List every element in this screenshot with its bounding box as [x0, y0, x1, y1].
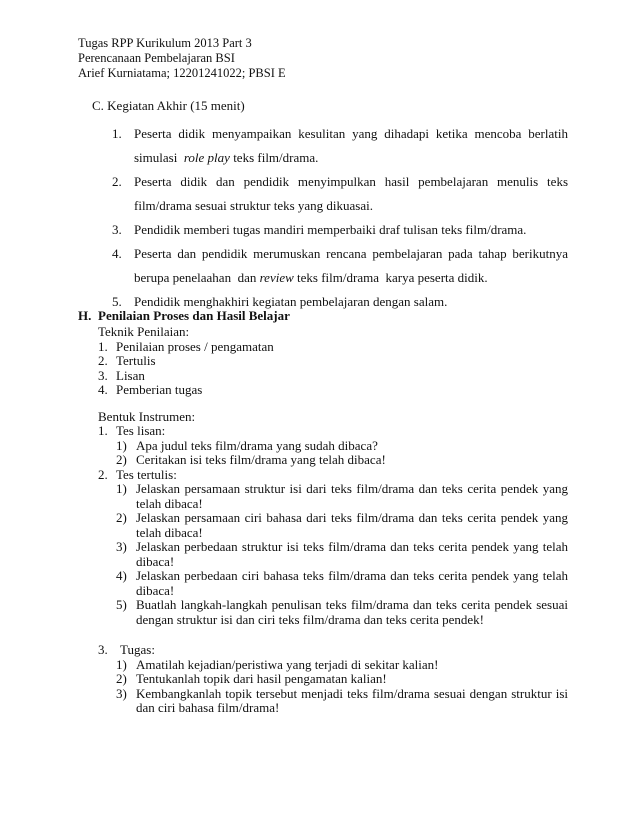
list-number: 1.: [98, 423, 108, 438]
section-c-title: C. Kegiatan Akhir (15 menit): [92, 98, 245, 113]
list-item-text: Apa judul teks film/drama yang sudah dibaca?: [136, 437, 378, 453]
teknik-penilaian-block: [78, 325, 568, 716]
teknik-label: Teknik Penilaian:: [98, 324, 190, 339]
list-number: 3.: [112, 222, 122, 237]
list-item: [98, 672, 568, 687]
list-item: [78, 242, 568, 290]
spacer: [98, 627, 568, 643]
list-item-text: Tertulis: [116, 353, 156, 368]
list-item-line: Jelaskan persamaan struktur isi dari teks film/drama dan teks cerita pendek yang: [136, 481, 568, 496]
list-item: [78, 122, 568, 170]
list-number: 1): [116, 437, 127, 453]
list-item-text: Tugas:: [120, 642, 155, 657]
list-item: [98, 598, 568, 627]
list-item-text: Tes tertulis:: [116, 466, 177, 482]
list-item: [98, 482, 568, 511]
list-number: 5.: [112, 294, 122, 309]
document-header: [78, 36, 286, 81]
list-item: [98, 340, 568, 355]
list-number: 1.: [112, 126, 122, 141]
header-line-author: Arief Kurniatama; 12201241022; PBSI E: [78, 66, 286, 80]
list-number: 4): [116, 568, 127, 583]
list-item-line: film/drama sesuai struktur teks yang dikuasai.: [134, 198, 374, 213]
list-item: [78, 170, 568, 218]
list-item-text: Lisan: [116, 367, 145, 383]
list-number: 3): [116, 539, 127, 554]
list-item-line: telah dibaca!: [136, 524, 203, 540]
section-c-list: [78, 122, 568, 314]
header-line-title: Tugas RPP Kurikulum 2013 Part 3: [78, 36, 252, 50]
list-number: 4.: [98, 382, 108, 397]
list-item: [98, 369, 568, 384]
list-number: 3.: [98, 642, 108, 657]
header-line-course: Perencanaan Pembelajaran BSI: [78, 51, 235, 65]
list-number: 5): [116, 597, 127, 612]
list-item-line: Tentukanlah topik dari hasil pengamatan kalian!: [136, 671, 387, 686]
list-item-line: Jelaskan perbedaan ciri bahasa teks film/drama dan teks cerita pendek yang telah: [136, 568, 568, 583]
list-number: 2.: [112, 174, 122, 189]
list-number: 2): [116, 452, 127, 467]
list-item-line: berupa penelaahan dan review teks film/drama karya peserta didik.: [134, 270, 488, 285]
list-item: [98, 354, 568, 369]
list-item-line: dibaca!: [136, 582, 175, 598]
tes-lisan: [98, 424, 568, 439]
list-item-line: simulasi role play teks film/drama.: [134, 150, 319, 165]
list-item-text: Tes lisan:: [116, 423, 166, 438]
section-h-title: [78, 307, 568, 325]
section-c-kegiatan-akhir: [78, 96, 568, 314]
list-item-line: dibaca!: [136, 553, 175, 569]
list-item-line: Peserta didik menyampaikan kesulitan yang dihadapi ketika mencoba berlatih: [134, 126, 568, 141]
spacer: [98, 398, 568, 410]
emphasis-text: review: [259, 270, 294, 285]
bentuk-label: Bentuk Instrumen:: [98, 408, 196, 424]
list-item-text: Penilaian proses / pengamatan: [116, 338, 274, 354]
emphasis-text: role play: [183, 150, 230, 165]
list-item: [98, 540, 568, 569]
list-item-line: Jelaskan perbedaan struktur isi teks film/drama dan teks cerita pendek yang telah: [136, 539, 568, 554]
list-item-line: Pendidik menghakhiri kegiatan pembelajaran dengan salam.: [134, 294, 448, 309]
tes-tertulis: [98, 468, 568, 483]
list-item: [98, 569, 568, 598]
tugas: [98, 643, 568, 658]
list-number: 1): [116, 481, 127, 496]
list-number: 1): [116, 656, 127, 672]
list-item: [98, 687, 568, 716]
list-number: 1.: [98, 338, 108, 354]
list-number: 2.: [98, 353, 108, 368]
list-item: [98, 439, 568, 454]
list-number: 4.: [112, 246, 122, 261]
list-item: [78, 218, 568, 242]
section-title-text: Penilaian Proses dan Hasil Belajar: [98, 308, 290, 323]
list-item-line: dan ciri bahasa film/drama!: [136, 700, 280, 715]
list-item-text: Ceritakan isi teks film/drama yang telah dibaca!: [136, 452, 386, 467]
list-item-line: Peserta didik dan pendidik menyimpulkan hasil pembelajaran menulis teks: [134, 174, 568, 189]
list-item-line: Buatlah langkah-langkah penulisan teks film/drama dan teks cerita pendek sesuai: [136, 597, 568, 612]
list-item-line: telah dibaca!: [136, 495, 203, 511]
list-item: [98, 453, 568, 468]
list-number: 2): [116, 510, 127, 525]
list-item: [98, 658, 568, 673]
list-item-line: Amatilah kejadian/peristiwa yang terjadi di sekitar kalian!: [136, 656, 439, 672]
list-number: 3.: [98, 367, 108, 383]
list-number: 3): [116, 685, 127, 701]
list-item-line: Pendidik memberi tugas mandiri memperbaiki draf tulisan teks film/drama.: [134, 222, 527, 237]
list-item-line: Kembangkanlah topik tersebut menjadi teks film/drama sesuai dengan struktur isi: [136, 685, 568, 701]
list-item: [98, 383, 568, 398]
list-item: [98, 511, 568, 540]
list-item-line: dengan struktur isi dan ciri teks film/drama dan teks cerita pendek!: [136, 611, 484, 627]
list-number: 2.: [98, 466, 108, 482]
list-item-line: Peserta dan pendidik merumuskan rencana pembelajaran pada tahap berikutnya: [134, 246, 568, 261]
section-letter: H.: [78, 308, 92, 323]
list-number: 2): [116, 671, 127, 686]
list-item-line: Jelaskan persamaan ciri bahasa dari teks film/drama dan teks cerita pendek yang: [136, 510, 568, 525]
section-h-penilaian: [78, 307, 568, 716]
list-item-text: Pemberian tugas: [116, 382, 203, 397]
